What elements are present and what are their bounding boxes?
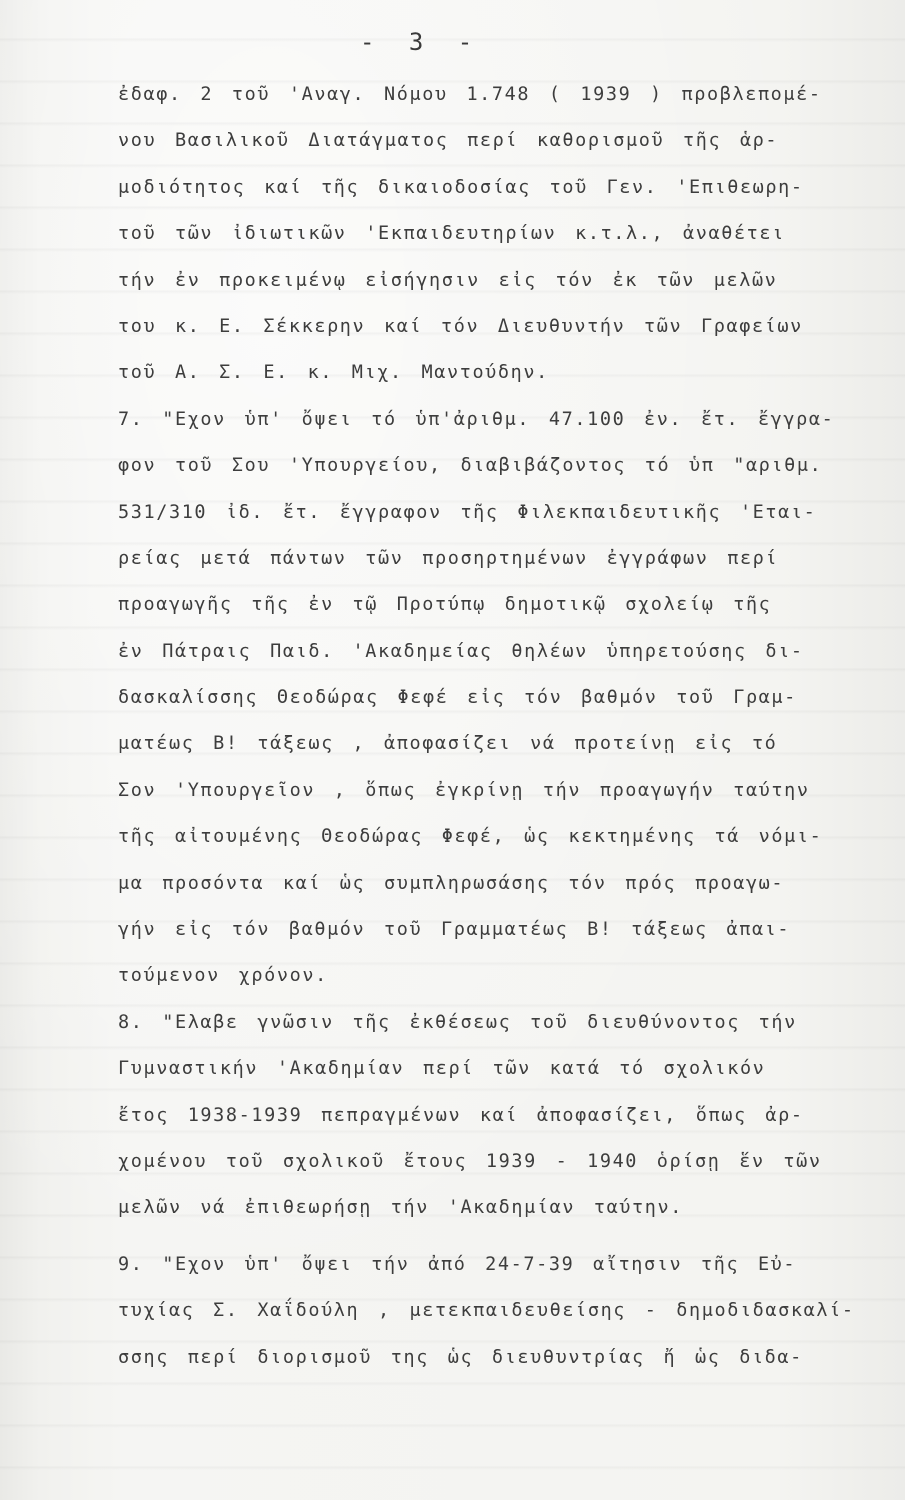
- page-number: - 3 -: [360, 28, 483, 56]
- text-line: του κ. Ε. Σέκκερην καί τόν Διευθυντήν τῶν Γραφείων: [118, 315, 803, 337]
- text-line: μοδιότητος καί τῆς δικαιοδοσίας τοῦ Γεν. 'Επιθεωρη-: [118, 176, 804, 198]
- paragraph-7-line: τούμενον χρόνον.: [118, 965, 328, 987]
- paragraph-8-line: χομένου τοῦ σχολικοῦ ἔτους 1939 - 1940 ὁρίσῃ ἕν τῶν: [118, 1150, 822, 1172]
- paragraph-gap: [118, 1232, 878, 1242]
- paragraph-7-line: γήν εἰς τόν βαθμόν τοῦ Γραμματέως Β! τάξεως ἀπαι-: [118, 919, 791, 941]
- paragraph-8-line: 8. "Ελαβε γνῶσιν τῆς ἐκθέσεως τοῦ διευθύνοντος τήν: [118, 1011, 797, 1033]
- text-line: τήν ἐν προκειμένῳ εἰσήγησιν εἰς τόν ἐκ τῶν μελῶν: [118, 269, 778, 291]
- paragraph-7-line: μα προσόντα καί ὡς συμπληρωσάσης τόν πρός πρoαγω-: [118, 872, 785, 894]
- paragraph-7-line: φον τοῦ Σου 'Υπουργείου, διαβιβάζοντος τό ὑπ "αριθμ.: [118, 455, 823, 477]
- paragraph-8-line: μελῶν νά ἐπιθεωρήσῃ τήν 'Ακαδημίαν ταύτην.: [118, 1197, 683, 1219]
- text-line: νου Βασιλικοῦ Διατάγματος περί καθορισμοῦ τῆς ἁρ-: [118, 130, 779, 152]
- paragraph-7-line: δασκαλίσσης Θεοδώρας Φεφέ εἰς τόν βαθμόν τοῦ Γραμ-: [118, 687, 797, 709]
- paragraph-7-line: Σον 'Υπουργεῖον , ὅπως ἐγκρίνῃ τήν προαγωγήν ταύτην: [118, 779, 810, 801]
- paragraph-8-line: ἔτος 1938-1939 πεπραγμένων καί ἀποφασίζει, ὅπως ἀρ-: [118, 1104, 804, 1126]
- document-body: [118, 72, 878, 1381]
- text-line: ἐδαφ. 2 τοῦ 'Αναγ. Νόμου 1.748 ( 1939 ) προβλεπομέ-: [118, 84, 822, 105]
- text-line: τοῦ Α. Σ. Ε. κ. Μιχ. Μαντούδην.: [118, 362, 549, 384]
- paragraph-7-line: 7. "Εχον ὑπ' ὄψει τό ὑπ'ἀριθμ. 47.100 ἐν. ἔτ. ἔγγρα-: [118, 408, 835, 430]
- paragraph-9-line: 9. "Εχον ὑπ' ὄψει τήν ἀπό 24-7-39 αἴτησιν τῆς Εὐ-: [118, 1253, 797, 1275]
- paragraph-7-line: ἐν Πάτραις Παιδ. 'Ακαδημείας θηλέων ὑπηρετούσης δι-: [118, 640, 804, 662]
- paragraph-7-line: 531/310 ἰδ. ἔτ. ἔγγραφον τῆς Φιλεκπαιδευτικῆς 'Εται-: [118, 501, 817, 523]
- paragraph-9-line: τυχίας Σ. Χαΐδούλη , μετεκπαιδευθείσης - δημοδιδασκαλί-: [118, 1300, 855, 1322]
- paragraph-8-line: Γυμναστικήν 'Ακαδημίαν περί τῶν κατά τό σχολικόν: [118, 1058, 766, 1080]
- paragraph-9-line: σσης περί διορισμοῦ της ὡς διευθυντρίας ἤ ὡς διδα-: [118, 1346, 803, 1368]
- paragraph-7-line: τῆς αἰτουμένης Θεοδώρας Φεφέ, ὡς κεκτημένης τά νόμι-: [118, 826, 823, 848]
- paragraph-7-line: ματέως Β! τάξεως , ἀποφασίζει νά προτείνῃ εἰς τό: [118, 733, 778, 755]
- paragraph-7-line: προαγωγῆς τῆς ἐν τῷ Προτύπῳ δημοτικῷ σχολείῳ τῆς: [118, 594, 772, 616]
- paragraph-7-line: ρείας μετά πάντων τῶν προσηρτημένων ἐγγράφων περί: [118, 547, 779, 569]
- text-line: τοῦ τῶν ἰδιωτικῶν 'Εκπαιδευτηρίων κ.τ.λ., ἀναθέτει: [118, 223, 785, 245]
